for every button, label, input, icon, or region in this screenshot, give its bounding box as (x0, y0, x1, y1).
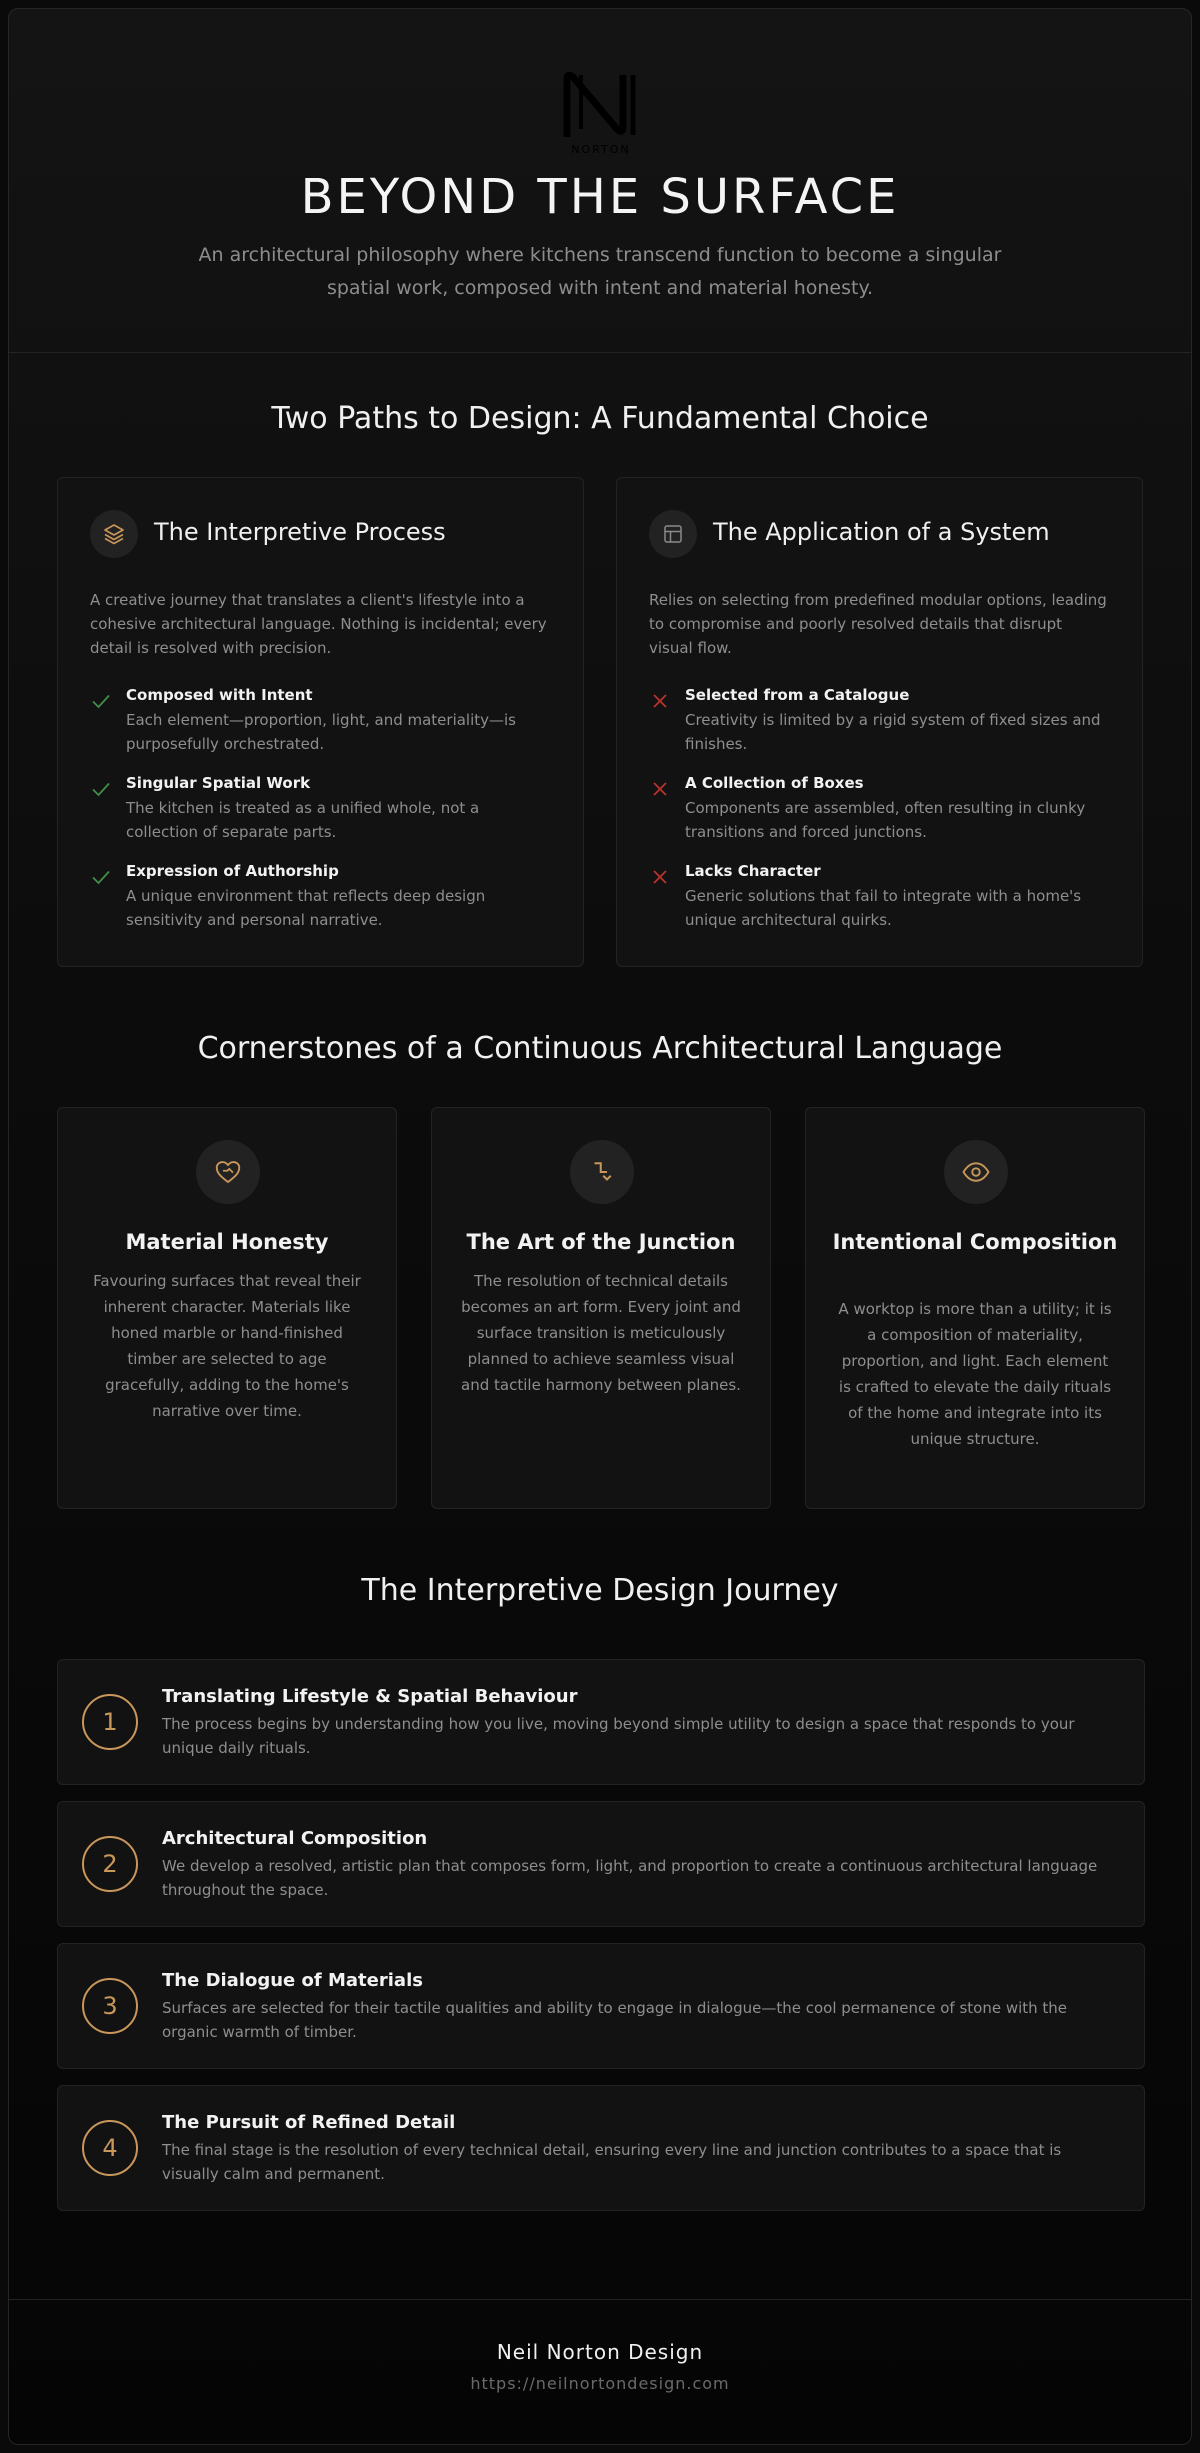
footer-website-link[interactable]: https://neilnortondesign.com (470, 2374, 730, 2393)
page-title: BEYOND THE SURFACE (300, 169, 900, 225)
icon-circle (649, 510, 697, 558)
cornerstones-section-title: Cornerstones of a Continuous Architectural Language (197, 1031, 1003, 1066)
cornerstone-description: The resolution of technical details becomes an art form. Every joint and surface transition is meticulously planned to achieve seamless visual and tactile harmony between planes. (461, 1272, 741, 1394)
point-title: A Collection of Boxes (685, 774, 864, 792)
hero-header (9, 9, 1191, 353)
point-item (649, 686, 1110, 756)
step-title: The Dialogue of Materials (162, 1970, 423, 1991)
point-item (90, 774, 551, 844)
point-description: Each element—proportion, light, and materiality—is purposefully orchestrated. (126, 711, 516, 753)
cornerstone-title: Intentional Composition (832, 1230, 1118, 1254)
point-title: Expression of Authorship (126, 862, 339, 880)
journey-step (57, 1943, 1145, 2069)
cross-icon (649, 690, 671, 712)
point-title: Composed with Intent (126, 686, 313, 704)
step-description: Surfaces are selected for their tactile qualities and ability to engage in dialogue—the cool permanence of stone with the organic warmth of timber. (162, 1999, 1068, 2041)
point-item (649, 862, 1110, 932)
path-card-interpretive (57, 477, 584, 967)
cornerstone-description: A worktop is more than a utility; it is a composition of materiality, proportion, and light. Each element is crafted to elevate the daily rituals of the home and integrate into its unique structure. (838, 1300, 1112, 1448)
point-title: Singular Spatial Work (126, 774, 311, 792)
point-description: The kitchen is treated as a unified whole, not a collection of separate parts. (126, 799, 480, 841)
page-frame (8, 8, 1192, 2445)
icon-circle (570, 1140, 634, 1204)
junction-icon (587, 1157, 617, 1187)
heart-handshake-icon (213, 1157, 243, 1187)
paths-section-title: Two Paths to Design: A Fundamental Choice (271, 401, 929, 436)
check-icon (90, 778, 112, 800)
footer-company-name: Neil Norton Design (496, 2340, 704, 2364)
path-card-system (616, 477, 1143, 967)
check-icon (90, 690, 112, 712)
nn-monogram-logo (561, 69, 641, 159)
card-description: A creative journey that translates a client's lifestyle into a cohesive architectural language. Nothing is incidental; every detail is resolved with precision. (90, 591, 547, 657)
journey-step (57, 2085, 1145, 2211)
cornerstone-title: The Art of the Junction (466, 1230, 736, 1254)
point-item (90, 862, 551, 932)
point-title: Selected from a Catalogue (685, 686, 910, 704)
card-title: The Application of a System (713, 518, 1050, 546)
point-description: A unique environment that reflects deep design sensitivity and personal narrative. (126, 887, 486, 929)
icon-circle (90, 510, 138, 558)
step-number: 4 (82, 2120, 138, 2176)
point-item (649, 774, 1110, 844)
page-footer (9, 2299, 1191, 2445)
eye-icon (961, 1157, 991, 1187)
cornerstone-card-material-honesty (57, 1107, 397, 1509)
step-description: The process begins by understanding how you live, moving beyond simple utility to design a space that responds to your unique daily rituals. (162, 1715, 1075, 1757)
cornerstone-description: Favouring surfaces that reveal their inherent character. Materials like honed marble or hand-finished timber are selected to age gracefully, adding to the home's narrative over time. (93, 1272, 361, 1420)
journey-step (57, 1659, 1145, 1785)
journey-step (57, 1801, 1145, 1927)
cornerstone-card-composition (805, 1107, 1145, 1509)
step-description: The final stage is the resolution of every technical detail, ensuring every line and junction contributes to a space that is visually calm and permanent. (162, 2141, 1062, 2183)
card-description: Relies on selecting from predefined modular options, leading to compromise and poorly resolved details that disrupt visual flow. (649, 591, 1107, 657)
check-icon (90, 866, 112, 888)
step-description: We develop a resolved, artistic plan that composes form, light, and proportion to create a continuous architectural language throughout the space. (162, 1857, 1098, 1899)
step-number: 3 (82, 1978, 138, 2034)
page-subtitle: An architectural philosophy where kitchens transcend function to become a singular spatial work, composed with intent and material honesty. (198, 244, 1002, 299)
icon-circle (196, 1140, 260, 1204)
point-item (90, 686, 551, 756)
step-number: 1 (82, 1694, 138, 1750)
point-description: Generic solutions that fail to integrate with a home's unique architectural quirks. (685, 887, 1082, 929)
logo-wordmark: NORTON (571, 143, 631, 156)
cornerstone-card-junction (431, 1107, 771, 1509)
cross-icon (649, 778, 671, 800)
cross-icon (649, 866, 671, 888)
step-title: The Pursuit of Refined Detail (162, 2112, 456, 2133)
point-title: Lacks Character (685, 862, 821, 880)
layers-icon (102, 522, 126, 546)
step-title: Translating Lifestyle & Spatial Behaviour (162, 1686, 578, 1707)
icon-circle (944, 1140, 1008, 1204)
layout-icon (661, 522, 685, 546)
point-description: Components are assembled, often resulting in clunky transitions and forced junctions. (685, 799, 1086, 841)
journey-section-title: The Interpretive Design Journey (361, 1573, 839, 1608)
step-title: Architectural Composition (162, 1828, 428, 1849)
step-number: 2 (82, 1836, 138, 1892)
card-title: The Interpretive Process (154, 518, 446, 546)
point-description: Creativity is limited by a rigid system of fixed sizes and finishes. (685, 711, 1101, 753)
cornerstone-title: Material Honesty (125, 1230, 329, 1254)
